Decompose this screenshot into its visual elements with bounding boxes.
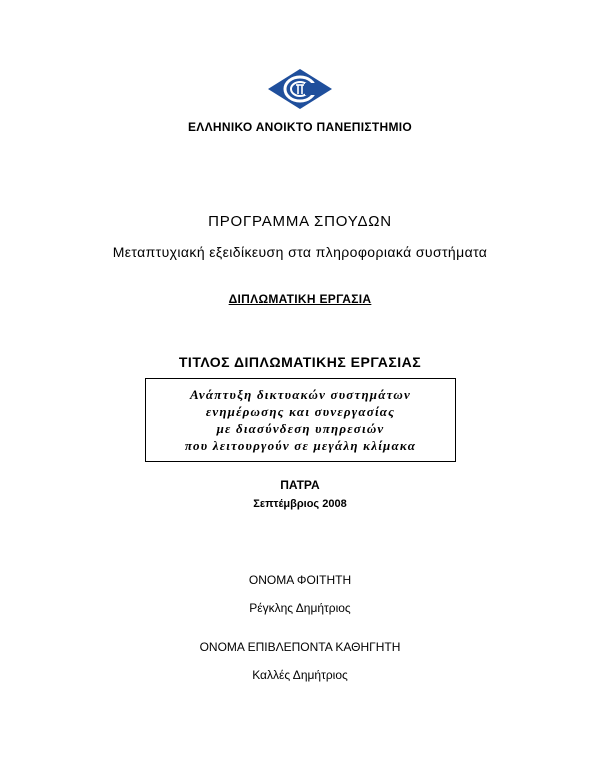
date: Σεπτέμβριος 2008 xyxy=(253,498,347,510)
thesis-label: ΔΙΠΛΩΜΑΤΙΚΗ ΕΡΓΑΣΙΑ xyxy=(228,292,372,306)
title-line: που λειτουργούν σε μεγάλη κλίμακα xyxy=(184,438,417,453)
supervisor-name-label: ΟΝΟΜΑ ΕΠΙΒΛΕΠΟΝΤΑ ΚΑΘΗΓΗΤΗ xyxy=(199,640,401,654)
title-label: ΤΙΤΛΟΣ ΔΙΠΛΩΜΑΤΙΚΗΣ ΕΡΓΑΣΙΑΣ xyxy=(178,354,422,370)
thesis-title-box xyxy=(145,378,456,462)
city: ΠΑΤΡΑ xyxy=(280,478,320,492)
thesis-title xyxy=(146,386,455,454)
supervisor-name: Καλλές Δημήτριος xyxy=(252,668,348,682)
title-line: ενημέρωσης και συνεργασίας xyxy=(205,404,396,419)
university-logo xyxy=(267,68,333,110)
student-name: Ρέγκλης Δημήτριος xyxy=(249,601,351,615)
title-line: με διασύνδεση υπηρεσιών xyxy=(216,421,385,436)
title-line: Ανάπτυξη δικτυακών συστημάτων xyxy=(190,387,411,402)
program-heading: ΠΡΟΓΡΑΜΜΑ ΣΠΟΥΔΩΝ xyxy=(208,213,392,230)
university-name: ΕΛΛΗΝΙΚΟ ΑΝΟΙΚΤΟ ΠΑΝΕΠΙΣΤΗΜΙΟ xyxy=(187,120,413,134)
student-name-label: ΟΝΟΜΑ ΦΟΙΤΗΤΗ xyxy=(248,573,352,587)
specialization: Μεταπτυχιακή εξειδίκευση στα πληροφοριακά συστήματα xyxy=(112,244,488,260)
